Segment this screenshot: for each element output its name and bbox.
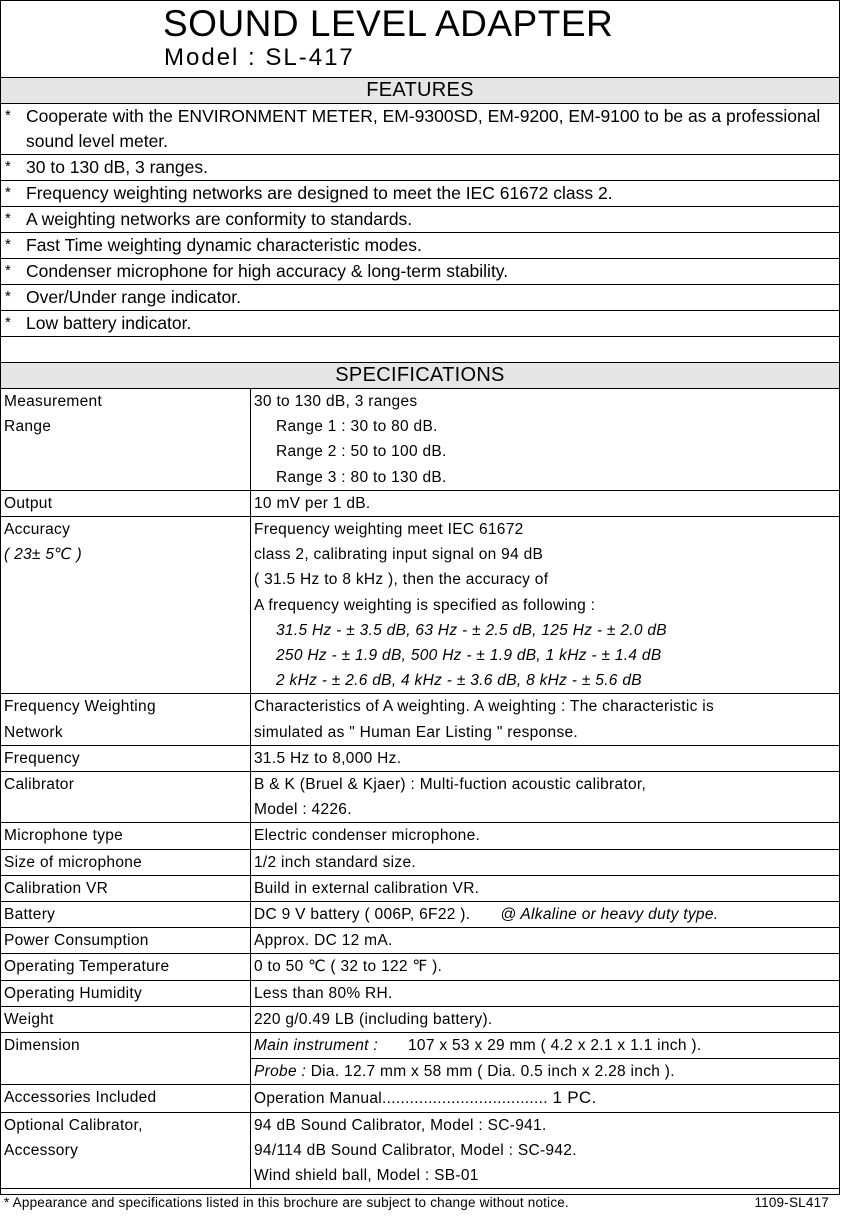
features-heading: FEATURES xyxy=(1,78,839,104)
spec-label: Output xyxy=(1,490,251,516)
bullet-star: * xyxy=(5,184,11,201)
spec-label-line: Frequency Weighting xyxy=(4,698,156,716)
spec-label: Calibrator xyxy=(1,772,251,823)
spec-label-line: Measurement xyxy=(4,393,103,410)
spec-value xyxy=(251,902,840,928)
feature-text: Fast Time weighting dynamic characteristic modes. xyxy=(26,235,422,255)
spec-value-line: 31.5 Hz - ± 3.5 dB, 63 Hz - ± 2.5 dB, 125 Hz - ± 2.0 dB xyxy=(276,621,667,639)
spec-value xyxy=(251,1033,840,1085)
spec-value-line: Wind shield ball, Model : SB-01 xyxy=(254,1167,479,1185)
feature-item xyxy=(1,311,839,337)
feature-text: Low battery indicator. xyxy=(26,313,192,333)
spec-label xyxy=(1,517,251,694)
spec-value-line: simulated as " Human Ear Listing " response. xyxy=(254,723,579,741)
feature-item xyxy=(1,207,839,233)
page-title: SOUND LEVEL ADAPTER xyxy=(163,3,614,44)
spec-value-line: Frequency weighting meet IEC 61672 xyxy=(254,521,524,539)
table-row xyxy=(1,745,839,771)
bullet-star: * xyxy=(5,262,11,279)
footer xyxy=(1,1189,839,1217)
spec-value: 10 mV per 1 dB. xyxy=(251,490,840,516)
spec-value: Less than 80% RH. xyxy=(251,980,840,1006)
spec-label xyxy=(1,1112,251,1189)
feature-text: Cooperate with the ENVIRONMENT METER, EM-9300SD, EM-9200, EM-9100 to be as a professional sound level meter. xyxy=(26,106,821,151)
table-row xyxy=(1,928,839,954)
table-row xyxy=(1,772,839,823)
bullet-star: * xyxy=(5,210,11,227)
table-row xyxy=(1,902,839,928)
spec-value-line: Model : 4226. xyxy=(254,801,352,819)
bullet-star: * xyxy=(5,236,11,253)
feature-text: 30 to 130 dB, 3 ranges. xyxy=(26,157,208,177)
specifications-table xyxy=(1,389,839,1189)
spec-value xyxy=(251,517,840,694)
dimension-probe-label: Probe : xyxy=(254,1063,307,1081)
feature-item xyxy=(1,233,839,259)
specifications-heading: SPECIFICATIONS xyxy=(1,363,839,389)
spec-value xyxy=(251,389,840,490)
table-row xyxy=(1,849,839,875)
feature-item xyxy=(1,259,839,285)
spec-value xyxy=(251,1112,840,1189)
spec-label-line: Range xyxy=(4,418,52,436)
spec-value: Build in external calibration VR. xyxy=(251,875,840,901)
spec-label: Microphone type xyxy=(1,823,251,849)
spec-value-line: 30 to 130 dB, 3 ranges xyxy=(254,393,418,410)
spec-label xyxy=(1,694,251,745)
spec-label xyxy=(1,389,251,490)
spec-label: Operating Humidity xyxy=(1,980,251,1006)
table-row xyxy=(1,823,839,849)
battery-note: @ Alkaline or heavy duty type. xyxy=(500,906,719,924)
spec-label: Frequency xyxy=(1,745,251,771)
dimension-main xyxy=(254,1033,839,1058)
spec-value-line: Range 3 : 80 to 130 dB. xyxy=(276,468,447,486)
spec-label: Weight xyxy=(1,1006,251,1032)
spec-value-line: A frequency weighting is specified as following : xyxy=(254,596,596,614)
feature-text: Over/Under range indicator. xyxy=(26,287,241,307)
spec-label: Calibration VR xyxy=(1,875,251,901)
table-row xyxy=(1,1033,839,1085)
spec-value xyxy=(251,772,840,823)
spec-label: Dimension xyxy=(1,1033,251,1085)
feature-item xyxy=(1,285,839,311)
battery-value: DC 9 V battery ( 006P, 6F22 ). xyxy=(254,906,471,924)
dimension-main-value: 107 x 53 x 29 mm ( 4.2 x 2.1 x 1.1 inch ). xyxy=(407,1037,702,1055)
bullet-star: * xyxy=(5,107,11,124)
table-row xyxy=(1,490,839,516)
accessories-value: Operation Manual.................................... xyxy=(254,1090,548,1108)
features-list xyxy=(1,104,839,337)
spec-value: 0 to 50 ℃ ( 32 to 122 ℉ ). xyxy=(251,954,840,980)
spec-value-line: Range 2 : 50 to 100 dB. xyxy=(276,443,447,461)
spec-value-line: Range 1 : 30 to 80 dB. xyxy=(276,418,438,436)
table-row xyxy=(1,875,839,901)
spec-value: 31.5 Hz to 8,000 Hz. xyxy=(251,745,840,771)
spec-label-line: Accuracy xyxy=(4,521,71,539)
spec-label-line: Accessory xyxy=(4,1141,79,1159)
table-row xyxy=(1,517,839,694)
spec-value-line: B & K (Bruel & Kjaer) : Multi-fuction acoustic calibrator, xyxy=(254,776,647,794)
spec-value xyxy=(251,694,840,745)
table-row xyxy=(1,1112,839,1189)
spec-value xyxy=(251,1085,840,1112)
dimension-probe-value: Dia. 12.7 mm x 58 mm ( Dia. 0.5 inch x 2.28 inch ). xyxy=(310,1063,675,1081)
spec-value-line: class 2, calibrating input signal on 94 dB xyxy=(254,546,544,564)
spec-label: Operating Temperature xyxy=(1,954,251,980)
spacer-row xyxy=(1,337,839,363)
table-row xyxy=(1,954,839,980)
header xyxy=(1,1,839,78)
spec-value-line: 94/114 dB Sound Calibrator, Model : SC-942. xyxy=(254,1141,577,1159)
spec-value-line: Characteristics of A weighting. A weighting : The characteristic is xyxy=(254,698,715,716)
spec-condition: ( 23± 5℃ ) xyxy=(4,546,83,564)
document-code: 1109-SL417 xyxy=(754,1195,829,1211)
feature-item xyxy=(1,181,839,207)
dimension-main-label: Main instrument : xyxy=(254,1037,378,1055)
spec-value-line: 250 Hz - ± 1.9 dB, 500 Hz - ± 1.9 dB, 1 kHz - ± 1.4 dB xyxy=(276,647,662,665)
feature-item xyxy=(1,104,839,155)
accessories-qty: 1 PC. xyxy=(552,1088,597,1108)
footer-note: * Appearance and specifications listed in this brochure are subject to change without notice. xyxy=(4,1195,569,1211)
feature-item xyxy=(1,155,839,181)
bullet-star: * xyxy=(5,158,11,175)
spec-label: Size of microphone xyxy=(1,849,251,875)
spec-label: Battery xyxy=(1,902,251,928)
spec-label: Accessories Included xyxy=(1,1085,251,1112)
spec-value-line: 2 kHz - ± 2.6 dB, 4 kHz - ± 3.6 dB, 8 kHz - ± 5.6 dB xyxy=(276,672,642,690)
spec-label-line: Optional Calibrator, xyxy=(4,1116,143,1134)
table-row xyxy=(1,980,839,1006)
model-number: Model : SL-417 xyxy=(164,44,355,71)
spec-value-line: 94 dB Sound Calibrator, Model : SC-941. xyxy=(254,1116,547,1134)
table-row xyxy=(1,389,839,490)
feature-text: A weighting networks are conformity to standards. xyxy=(26,209,413,229)
spec-value: 1/2 inch standard size. xyxy=(251,849,840,875)
spec-label: Power Consumption xyxy=(1,928,251,954)
table-row xyxy=(1,1085,839,1112)
bullet-star: * xyxy=(5,288,11,305)
spec-value: Approx. DC 12 mA. xyxy=(251,928,840,954)
bullet-star: * xyxy=(5,314,11,331)
spec-label-line: Network xyxy=(4,723,63,741)
spec-value: Electric condenser microphone. xyxy=(251,823,840,849)
dimension-probe xyxy=(251,1058,839,1084)
spec-value: 220 g/0.49 LB (including battery). xyxy=(251,1006,840,1032)
spec-value-line: ( 31.5 Hz to 8 kHz ), then the accuracy of xyxy=(254,571,549,589)
feature-text: Frequency weighting networks are designed to meet the IEC 61672 class 2. xyxy=(26,183,613,203)
feature-text: Condenser microphone for high accuracy & long-term stability. xyxy=(26,261,509,281)
table-row xyxy=(1,694,839,745)
table-row xyxy=(1,1006,839,1032)
